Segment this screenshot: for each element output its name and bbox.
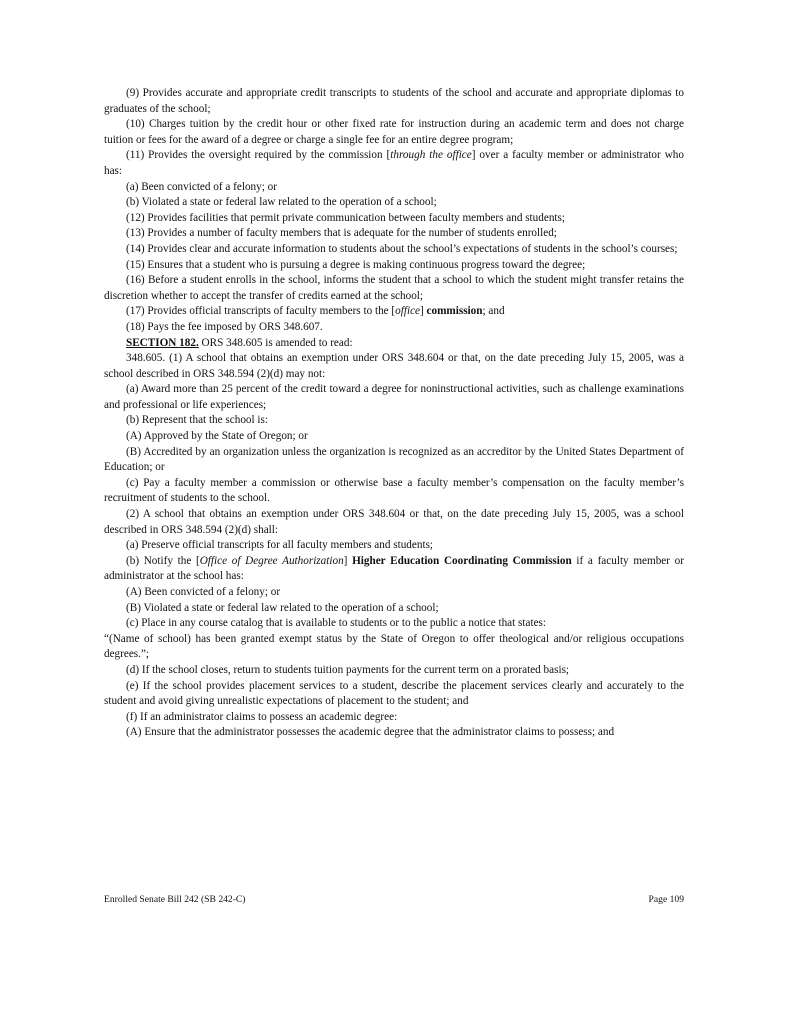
subsection-1c: (c) Pay a faculty member a commission or otherwise base a faculty member’s compensation on the faculty member’s recruitment of students to the school. — [104, 476, 684, 505]
subsection-1b: (b) Represent that the school is: — [126, 414, 268, 427]
subsection-1bB: (B) Accredited by an organization unless the organization is recognized as an accreditor by the United States Department of Education; or — [104, 445, 684, 474]
deleted-text: office — [395, 305, 421, 318]
subsection-1a: (a) Award more than 25 percent of the credit toward a degree for noninstructional activities, such as challenge examinations and professional or life experiences; — [104, 383, 684, 411]
subsection-2c-quote: “(Name of school) has been granted exempt status by the State of Oregon to offer theological and/or religious occupations degrees.”; — [104, 632, 684, 661]
subsection-2e: (e) If the school provides placement services to a student, describe the placement services clearly and accurately to the student and avoid giving unrealistic expectations of placement to the student; and — [104, 679, 684, 708]
deleted-text: through the office — [390, 149, 472, 162]
page-number: Page 109 — [648, 894, 684, 905]
section-label: SECTION 182. — [126, 336, 199, 349]
subsection-2a: (a) Preserve official transcripts for all faculty members and students; — [126, 539, 434, 552]
added-text: Higher Education Coordinating Commission — [352, 554, 572, 567]
paragraph-9: (9) Provides accurate and appropriate credit transcripts to students of the school and accurate and appropriate diplomas to graduates of the school; — [104, 87, 684, 115]
paragraph-11a: (a) Been convicted of a felony; or — [126, 180, 277, 193]
paragraph-14: (14) Provides clear and accurate information to students about the school’s expectations of students in the school’s courses; — [126, 242, 678, 255]
text: ] — [420, 305, 427, 318]
added-text: commission — [426, 305, 483, 318]
subsection-1: 348.605. (1) A school that obtains an exemption under ORS 348.604 or that, on the date preceding July 15, 2005, was a school described in ORS 348.594 (2)(d) may not: — [104, 352, 684, 380]
paragraph-10: (10) Charges tuition by the credit hour or other fixed rate for instruction during an academic term and does not charge tuition or fees for the award of a degree or charge a single fee for an entire degree program; — [104, 118, 684, 146]
subsection-2bB: (B) Violated a state or federal law related to the operation of a school; — [126, 601, 439, 614]
text: (17) Provides official transcripts of faculty members to the [ — [126, 305, 396, 318]
subsection-2c: (c) Place in any course catalog that is available to students or to the public a notice that states: — [126, 617, 547, 630]
text: ; and — [482, 305, 505, 318]
subsection-2fA: (A) Ensure that the administrator possesses the academic degree that the administrator claims to possess; and — [126, 726, 615, 739]
paragraph-18: (18) Pays the fee imposed by ORS 348.607. — [126, 320, 323, 333]
subsection-2b — [104, 554, 684, 585]
subsection-1bA: (A) Approved by the State of Oregon; or — [126, 430, 308, 443]
paragraph-15: (15) Ensures that a student who is pursuing a degree is making continuous progress toward the degree; — [126, 258, 586, 271]
text: ] — [343, 554, 353, 567]
paragraph-11b: (b) Violated a state or federal law related to the operation of a school; — [126, 196, 437, 209]
subsection-2bA: (A) Been convicted of a felony; or — [126, 586, 281, 598]
text: if a faculty member or administrator at the school has: — [104, 554, 684, 583]
section-heading — [104, 336, 684, 352]
text: (b) Notify the [ — [126, 554, 200, 567]
deleted-text: Office of Degree Authorization — [199, 554, 344, 567]
text: ] over a faculty member or administrator who has: — [104, 149, 684, 177]
paragraph-17 — [104, 304, 684, 320]
document-body — [104, 86, 684, 741]
text: (11) Provides the oversight required by the commission [ — [126, 149, 391, 162]
paragraph-13: (13) Provides a number of faculty members that is adequate for the number of students enrolled; — [126, 227, 557, 240]
page-footer — [104, 894, 684, 905]
paragraph-11 — [104, 148, 684, 179]
paragraph-16: (16) Before a student enrolls in the school, informs the student that a school to which the student might transfer retains the discretion whether to accept the transfer of credits earned at the school; — [104, 274, 684, 302]
bill-name: Enrolled Senate Bill 242 (SB 242-C) — [104, 894, 246, 905]
paragraph-12: (12) Provides facilities that permit private communication between faculty members and students; — [126, 211, 565, 224]
subsection-2: (2) A school that obtains an exemption under ORS 348.604 or that, on the date preceding July 15, 2005, was a school described in ORS 348.594 (2)(d) shall: — [104, 508, 684, 536]
subsection-2d: (d) If the school closes, return to students tuition payments for the current term on a prorated basis; — [126, 663, 570, 676]
section-text: ORS 348.605 is amended to read: — [198, 336, 353, 349]
subsection-2f: (f) If an administrator claims to possess an academic degree: — [126, 710, 398, 723]
